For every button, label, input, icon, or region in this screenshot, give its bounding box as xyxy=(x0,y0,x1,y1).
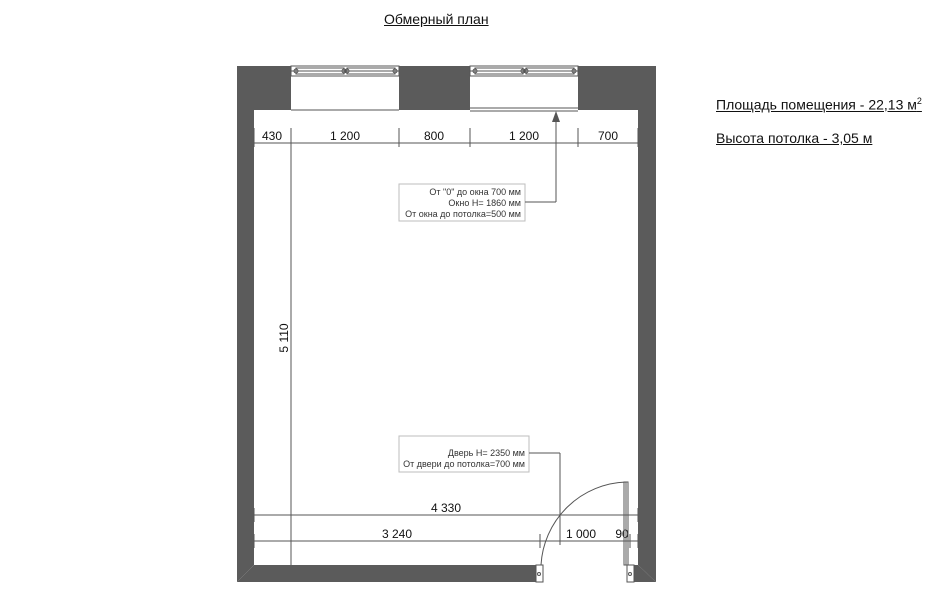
door-frame-right xyxy=(627,565,634,582)
area-unit-superscript: 2 xyxy=(916,96,922,106)
window-note-line-1: От "0" до окна 700 мм xyxy=(429,187,521,197)
page-title: Обмерный план xyxy=(384,11,489,27)
window-left xyxy=(291,66,399,110)
room-area-text: Площадь помещения - 22,13 м xyxy=(716,96,917,113)
bottom-dimension-labels xyxy=(382,501,629,541)
dim-bottom-3: 90 xyxy=(615,527,629,541)
door-note-line-2: От двери до потолка=700 мм xyxy=(403,459,525,469)
wall-bottom-left xyxy=(237,565,540,582)
door-swing-arc xyxy=(541,482,626,565)
dim-left: 5 110 xyxy=(277,323,291,353)
dim-bottom-2: 1 000 xyxy=(565,527,597,541)
dim-bottom-total: 4 330 xyxy=(430,501,462,515)
dim-bottom-1: 3 240 xyxy=(381,527,413,541)
dim-top-3: 800 xyxy=(423,129,445,143)
top-dimension-labels xyxy=(262,129,618,143)
dim-top-4: 1 200 xyxy=(508,129,540,143)
window-right xyxy=(470,66,578,111)
window-note-line-3: От окна до потолка=500 мм xyxy=(405,209,521,219)
door-note xyxy=(399,436,560,545)
window-note xyxy=(399,111,560,221)
dim-top-2: 1 200 xyxy=(329,129,361,143)
dim-top-5: 700 xyxy=(597,129,619,143)
door-frame-left xyxy=(536,565,543,582)
dim-top-1: 430 xyxy=(261,129,283,143)
top-dimension-line xyxy=(254,128,638,147)
door-note-line-1: Дверь Н= 2350 мм xyxy=(447,448,525,458)
window-note-line-2: Окно Н= 1860 мм xyxy=(448,198,521,208)
wall-pier-middle xyxy=(399,66,470,110)
ceiling-height-label: Высота потолка - 3,05 м xyxy=(716,130,873,146)
